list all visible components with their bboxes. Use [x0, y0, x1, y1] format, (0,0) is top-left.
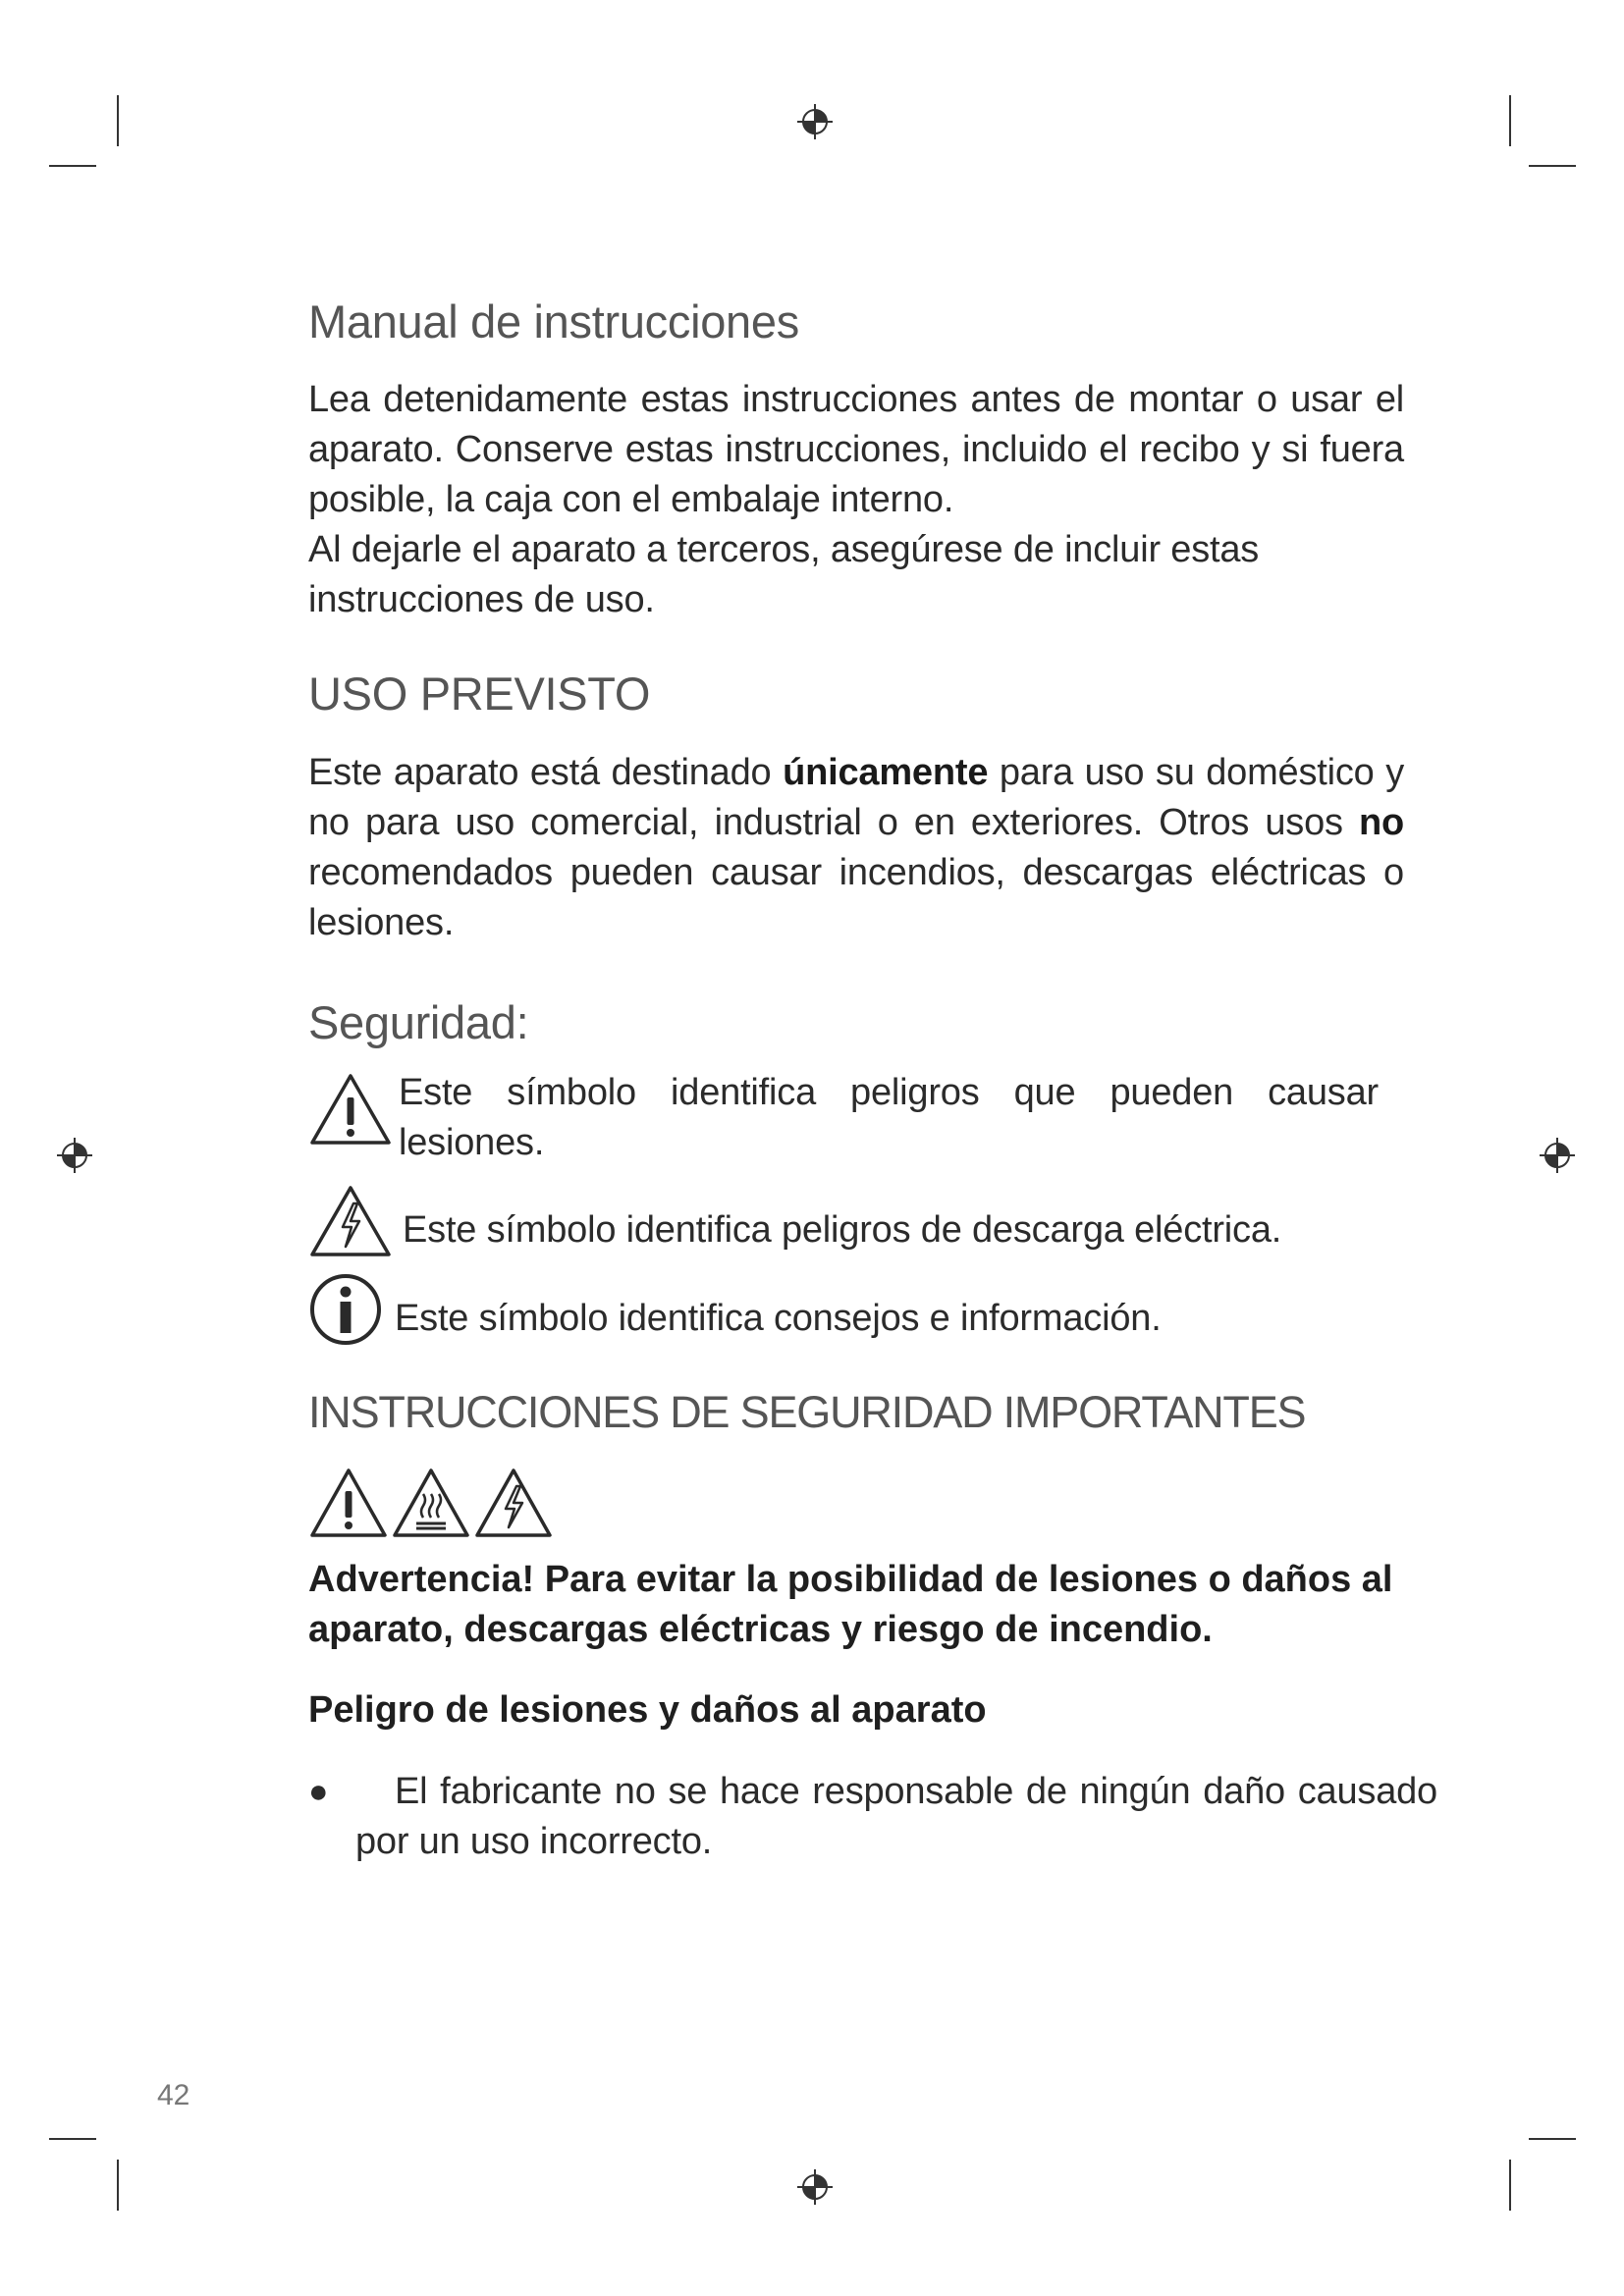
safety-symbol-item: [308, 1068, 1379, 1168]
safety-symbol-text: Este símbolo identifica consejos e información.: [395, 1298, 1162, 1340]
crop-mark: [117, 95, 119, 146]
crop-mark: [117, 2160, 119, 2211]
info-icon: [308, 1272, 383, 1347]
page-content: [308, 294, 1437, 1867]
hazard-icon-group: [308, 1467, 1437, 1539]
registration-mark-icon: [795, 2167, 835, 2207]
registration-mark-icon: [1538, 1136, 1577, 1175]
injury-subheading: Peligro de lesiones y daños al aparato: [308, 1689, 987, 1732]
crop-mark: [49, 2138, 96, 2140]
bullet-icon: ●: [308, 1773, 329, 1811]
warning-triangle-icon: [308, 1467, 389, 1539]
registration-mark-icon: [795, 102, 835, 141]
safety-symbol-item: [308, 1205, 1437, 1258]
safety-symbol-text: Este símbolo identifica peligros que pueden causar lesiones.: [399, 1072, 1379, 1164]
crop-mark: [49, 165, 96, 167]
electric-shock-icon: [473, 1467, 554, 1539]
list-item: [308, 1767, 1437, 1867]
electric-shock-icon: [308, 1184, 393, 1258]
warning-triangle-icon: [308, 1072, 393, 1147]
intended-use-heading: USO PREVISTO: [308, 667, 651, 721]
list-item-text: El fabricante no se hace responsable de ningún daño causado por un uso incorrecto.: [355, 1771, 1437, 1863]
safety-heading: Seguridad:: [308, 995, 529, 1048]
manual-title: Manual de instrucciones: [308, 295, 799, 347]
emphasis-text: únicamente: [783, 751, 989, 793]
crop-mark: [1509, 95, 1511, 146]
hot-surface-icon: [391, 1467, 471, 1539]
intro-paragraph: Lea detenidamente estas instrucciones antes de montar o usar el aparato. Conserve estas instrucciones, incluido el recibo y si fuera posible, la caja con el embalaje interno.: [308, 379, 1404, 521]
page-number: 42: [157, 2079, 190, 2111]
safety-symbol-item: [308, 1294, 1437, 1347]
important-instructions-heading: INSTRUCCIONES DE SEGURIDAD IMPORTANTES: [308, 1387, 1306, 1438]
safety-symbol-text: Este símbolo identifica peligros de descarga eléctrica.: [403, 1209, 1282, 1252]
warning-statement: Advertencia! Para evitar la posibilidad de lesiones o daños al aparato, descargas eléctricas y riesgo de incendio.: [308, 1559, 1393, 1651]
registration-mark-icon: [55, 1136, 94, 1175]
crop-mark: [1509, 2160, 1511, 2211]
intro-paragraph: Al dejarle el aparato a terceros, asegúrese de incluir estas instrucciones de uso.: [308, 529, 1260, 621]
crop-mark: [1529, 165, 1576, 167]
intended-use-paragraph: Este aparato está destinado únicamente para uso su doméstico y no para uso comercial, industrial o en exteriores. Otros usos no recomendados pueden causar incendios, descargas eléctricas o lesiones.: [308, 751, 1404, 943]
emphasis-text: no: [1358, 801, 1404, 843]
crop-mark: [1529, 2138, 1576, 2140]
